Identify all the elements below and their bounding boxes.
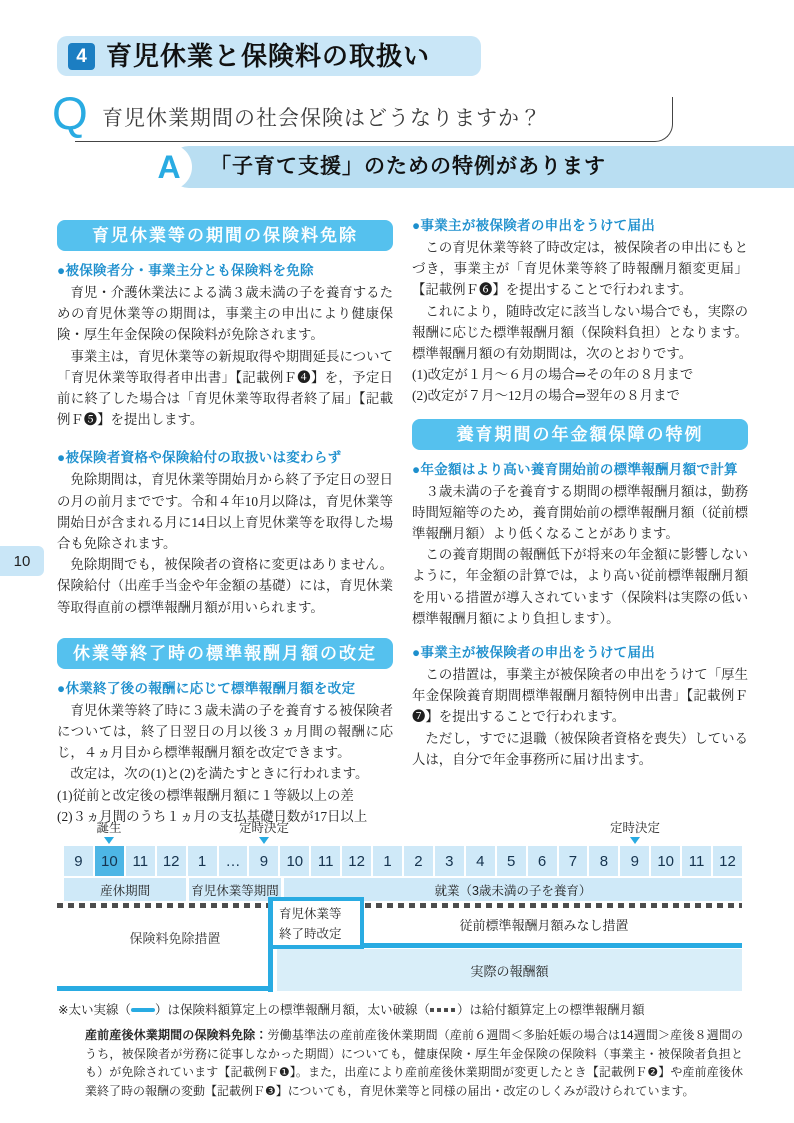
regular-determination-label: 定時決定: [238, 821, 289, 835]
band-maternity-leave: 産休期間: [64, 878, 186, 901]
month-cell: 10: [651, 846, 680, 876]
month-cell: 1: [188, 846, 217, 876]
down-triangle-icon: [104, 837, 114, 844]
paragraph: これにより，随時改定に該当しない場合でも，実際の報酬に応じた標準報酬月額（保険料負担）となります。標準報酬月額の有効期間は，次のとおりです。: [412, 303, 748, 362]
regular-determination-marker: [595, 818, 675, 844]
month-cell: 2: [404, 846, 433, 876]
month-cell: 9: [249, 846, 278, 876]
bullet-heading: ●事業主が被保険者の申出をうけて届出: [412, 645, 656, 661]
left-column: [57, 220, 393, 827]
solid-line-swatch-icon: [131, 1008, 155, 1013]
month-cell: 5: [497, 846, 526, 876]
month-cell-ellipsis: …: [219, 846, 248, 876]
legend-note-part1: ※太い実線（: [58, 1003, 131, 1017]
month-cell: 12: [713, 846, 742, 876]
section-title-premium-exemption: 育児休業等の期間の保険料免除: [57, 220, 393, 251]
question-text: 育児休業期間の社会保険はどうなりますか？: [102, 107, 542, 130]
birth-marker: [69, 818, 149, 844]
deemed-standard-label: 従前標準報酬月額みなし措置: [459, 918, 629, 933]
month-cell: 11: [126, 846, 155, 876]
month-cell: 12: [342, 846, 371, 876]
month-cell: 7: [559, 846, 588, 876]
step-connector-line: [268, 897, 273, 992]
bullet-heading: ●被保険者資格や保険給付の取扱いは変わらず: [57, 450, 342, 466]
list-item: (1)改定が１月～６月の場合⇒その年の８月まで: [412, 367, 694, 383]
paragraph: ３歳未満の子を養育する期間の標準報酬月額は，勤務時間短縮等のため，養育開始前の標準報酬月額（従前標準報酬月額）より低くなることがあります。: [412, 483, 748, 542]
month-cell: 8: [589, 846, 618, 876]
paragraph: ただし，すでに退職（被保険者資格を喪失）している人は，自分で年金事務所に届け出ます。: [412, 730, 748, 767]
regular-determination-label: 定時決定: [609, 821, 660, 835]
month-cell: 6: [528, 846, 557, 876]
footnote: [85, 1026, 743, 1100]
legend-note-part3: ）は給付額算定上の標準報酬月額: [457, 1003, 645, 1017]
benefit-standard-dashed-line: [57, 903, 742, 908]
paragraph: 免除期間でも，被保険者の資格に変更はありません。保険給付（出産手当金や年金額の基礎）には，育児休業等取得直前の標準報酬月額が用いられます。: [57, 557, 393, 615]
regular-determination-marker: [224, 818, 304, 844]
dashed-line-swatch-icon: [430, 1008, 457, 1013]
premium-exemption-label: 保険料免除措置: [129, 931, 221, 946]
birth-label: 誕生: [96, 821, 122, 835]
paragraph: この育児休業等終了時改定は，被保険者の申出にもとづき，事業主が「育児休業等終了時報酬月額変更届」【記載例Ｆ❻】を提出することで行われます。: [412, 240, 748, 298]
bullet-heading: ●年金額はより高い養育開始前の標準報酬月額で計算: [412, 461, 738, 477]
month-cell: 11: [682, 846, 711, 876]
a-mark: A: [146, 144, 192, 190]
month-row: [64, 846, 742, 876]
list-item: (2)３ヵ月間のうち１ヵ月の支払基礎日数が17日以上: [57, 808, 368, 824]
answer-text: 「子育て支援」のための特例があります: [210, 155, 606, 178]
month-cell: 1: [373, 846, 402, 876]
month-cell: 12: [157, 846, 186, 876]
timeline-diagram: [0, 816, 794, 1022]
paragraph: 免除期間は，育児休業等開始月から終了予定日の翌日の月の前月までです。令和４年10月以降は，育児休業等開始日が含まれる月に14日以上育児休業等を取得した場合も免除されます。: [57, 472, 393, 552]
legend-note-part2: ）は保険料額算定上の標準報酬月額，太い破線（: [154, 1003, 430, 1017]
paragraph: 事業主は，育児休業等の新規取得や期間延長について「育児休業等取得者申出書」【記載例Ｆ❹】を，予定日前に終了した場合は「育児休業等取得者終了届」【記載例Ｆ❺】を提出します。: [57, 348, 393, 428]
band-childcare-leave: 育児休業等期間: [189, 878, 281, 901]
chapter-number-badge: 4: [68, 43, 95, 70]
page-number-badge: 10: [0, 546, 44, 576]
paragraph: 改定は，次の(1)と(2)を満たすときに行われます。: [57, 766, 369, 782]
list-item: (2)改定が７月～12月の場合⇒翌年の８月まで: [412, 388, 680, 404]
bullet-heading: ●事業主が被保険者の申出をうけて届出: [412, 218, 656, 233]
legend-note: [58, 1000, 645, 1018]
end-of-leave-revision-box: [268, 897, 364, 949]
box-label-line1: 育児休業等: [279, 907, 342, 921]
band-working: 就業（3歳未満の子を養育）: [284, 878, 742, 901]
month-cell: 3: [435, 846, 464, 876]
footnote-lead: 産前産後休業期間の保険料免除：: [85, 1028, 268, 1042]
paragraph: この養育期間の報酬低下が将来の年金額に影響しないように，年金額の計算では，より高い従前標準報酬月額を用いる措置が導入されています（保険料は実際の低い標準報酬月額により負担します）。: [412, 547, 748, 626]
month-cell-highlighted: 10: [95, 846, 124, 876]
month-cell: 11: [311, 846, 340, 876]
paragraph: 育児休業等終了時に３歳未満の子を養育する被保険者については，終了日翌日の月以後３ヵ月間の報酬に応じ，４ヵ月目から標準報酬月額を改定できます。: [57, 702, 393, 761]
paragraph: 育児・介護休業法による満３歳未満の子を養育するための育児休業等の期間は，事業主の申出により健康保険・厚生年金保険の保険料が免除されます。: [57, 285, 393, 343]
bullet-heading: ●被保険者分・事業主分とも保険料を免除: [57, 263, 314, 278]
premium-standard-line-after: [364, 943, 742, 948]
right-column: [412, 214, 748, 770]
premium-standard-line-during-exemption: [57, 986, 268, 991]
down-triangle-icon: [630, 837, 640, 844]
box-label-line2: 終了時改定: [279, 927, 342, 941]
period-band-row: [64, 878, 742, 901]
down-triangle-icon: [259, 837, 269, 844]
section-title-monthly-revision: 休業等終了時の標準報酬月額の改定: [57, 638, 393, 669]
month-cell: 10: [280, 846, 309, 876]
section-title-pension-guarantee: 養育期間の年金額保障の特例: [412, 419, 748, 450]
month-cell: 9: [64, 846, 93, 876]
month-cell: 9: [620, 846, 649, 876]
chapter-title: 育児休業と保険料の取扱い: [106, 41, 431, 71]
actual-remuneration-area: 実際の報酬額: [277, 949, 742, 991]
paragraph: この措置は，事業主が被保険者の申出をうけて「厚生年金保険養育期間標準報酬月額特例申出書」【記載例Ｆ❼】を提出することで行われます。: [412, 667, 748, 725]
footnote-body: 労働基準法の産前産後休業期間（産前６週間＜多胎妊娠の場合は14週間＞産後８週間のうち，被保険者が労務に従事しなかった期間）についても，健康保険・厚生年金保険の保険料（事業主・被保険者負担とも）が免除されています【記載例Ｆ❶】。また，出産により産前産後休業期間が変更したとき【記載例Ｆ❷】や産前産後休業終了時の報酬の変動【記載例Ｆ❸】についても，育児休業等と同様の届出・改定のしくみが設けられています。: [85, 1028, 743, 1098]
q-mark: Q: [52, 87, 88, 139]
bullet-heading: ●休業終了後の報酬に応じて標準報酬月額を改定: [57, 680, 356, 696]
list-item: (1)従前と改定後の標準報酬月額に１等級以上の差: [57, 787, 354, 803]
month-cell: 4: [466, 846, 495, 876]
